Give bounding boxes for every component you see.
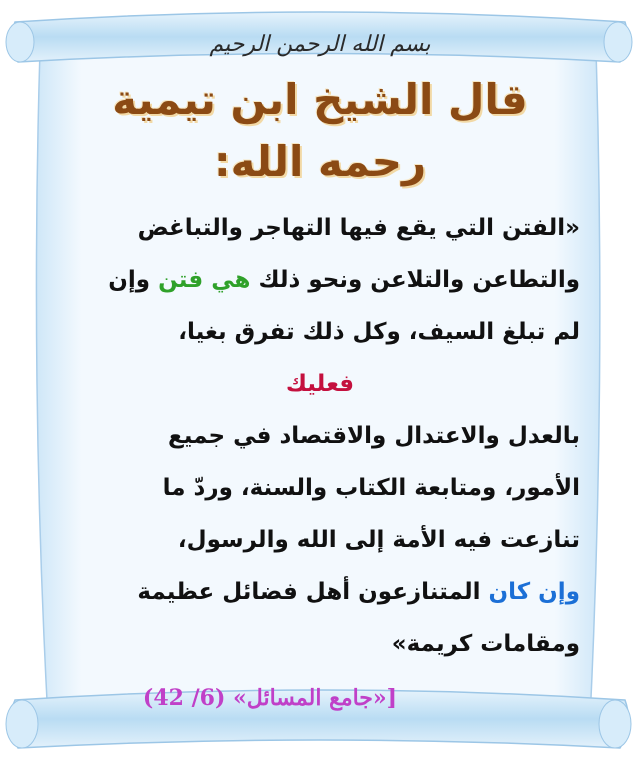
quote-line-2-end: وإن — [108, 267, 159, 293]
quote-body — [60, 202, 580, 670]
title-line-2: رحمه الله: — [213, 137, 427, 186]
quote-line-1: «الفتن التي يقع فيها التهاجر والتباغض — [137, 215, 580, 241]
quote-line-2 — [60, 254, 580, 306]
quote-line-6: الأمور، ومتابعة الكتاب والسنة، وردّ ما — [162, 475, 580, 501]
quote-line-5: بالعدل والاعتدال والاقتصاد في جميع — [168, 423, 580, 449]
highlight-fitan: هي فتن — [158, 267, 251, 293]
quote-line-7: تنازعت فيه الأمة إلى الله والرسول، — [177, 527, 580, 553]
highlight-faalayk: فعليك — [285, 371, 355, 397]
quote-line-8-end: المتنازعون أهل فضائل عظيمة — [137, 579, 489, 605]
quote-line-3: لم تبلغ السيف، وكل ذلك تفرق بغيا، — [178, 319, 580, 345]
source-citation: [«جامع المسائل» (6/ 42) — [142, 685, 398, 711]
title-line-1: قال الشيخ ابن تيمية — [112, 75, 528, 124]
quote-line-2-start: والتطاعن والتلاعن ونحو ذلك — [250, 267, 580, 293]
quote-card — [60, 20, 580, 760]
quote-line-8 — [60, 566, 580, 618]
quote-line-9: ومقامات كريمة» — [391, 631, 580, 657]
basmala-calligraphy: بسم الله الرحمن الرحيم — [209, 32, 431, 57]
highlight-wain-kana: وإن كان — [488, 579, 580, 605]
